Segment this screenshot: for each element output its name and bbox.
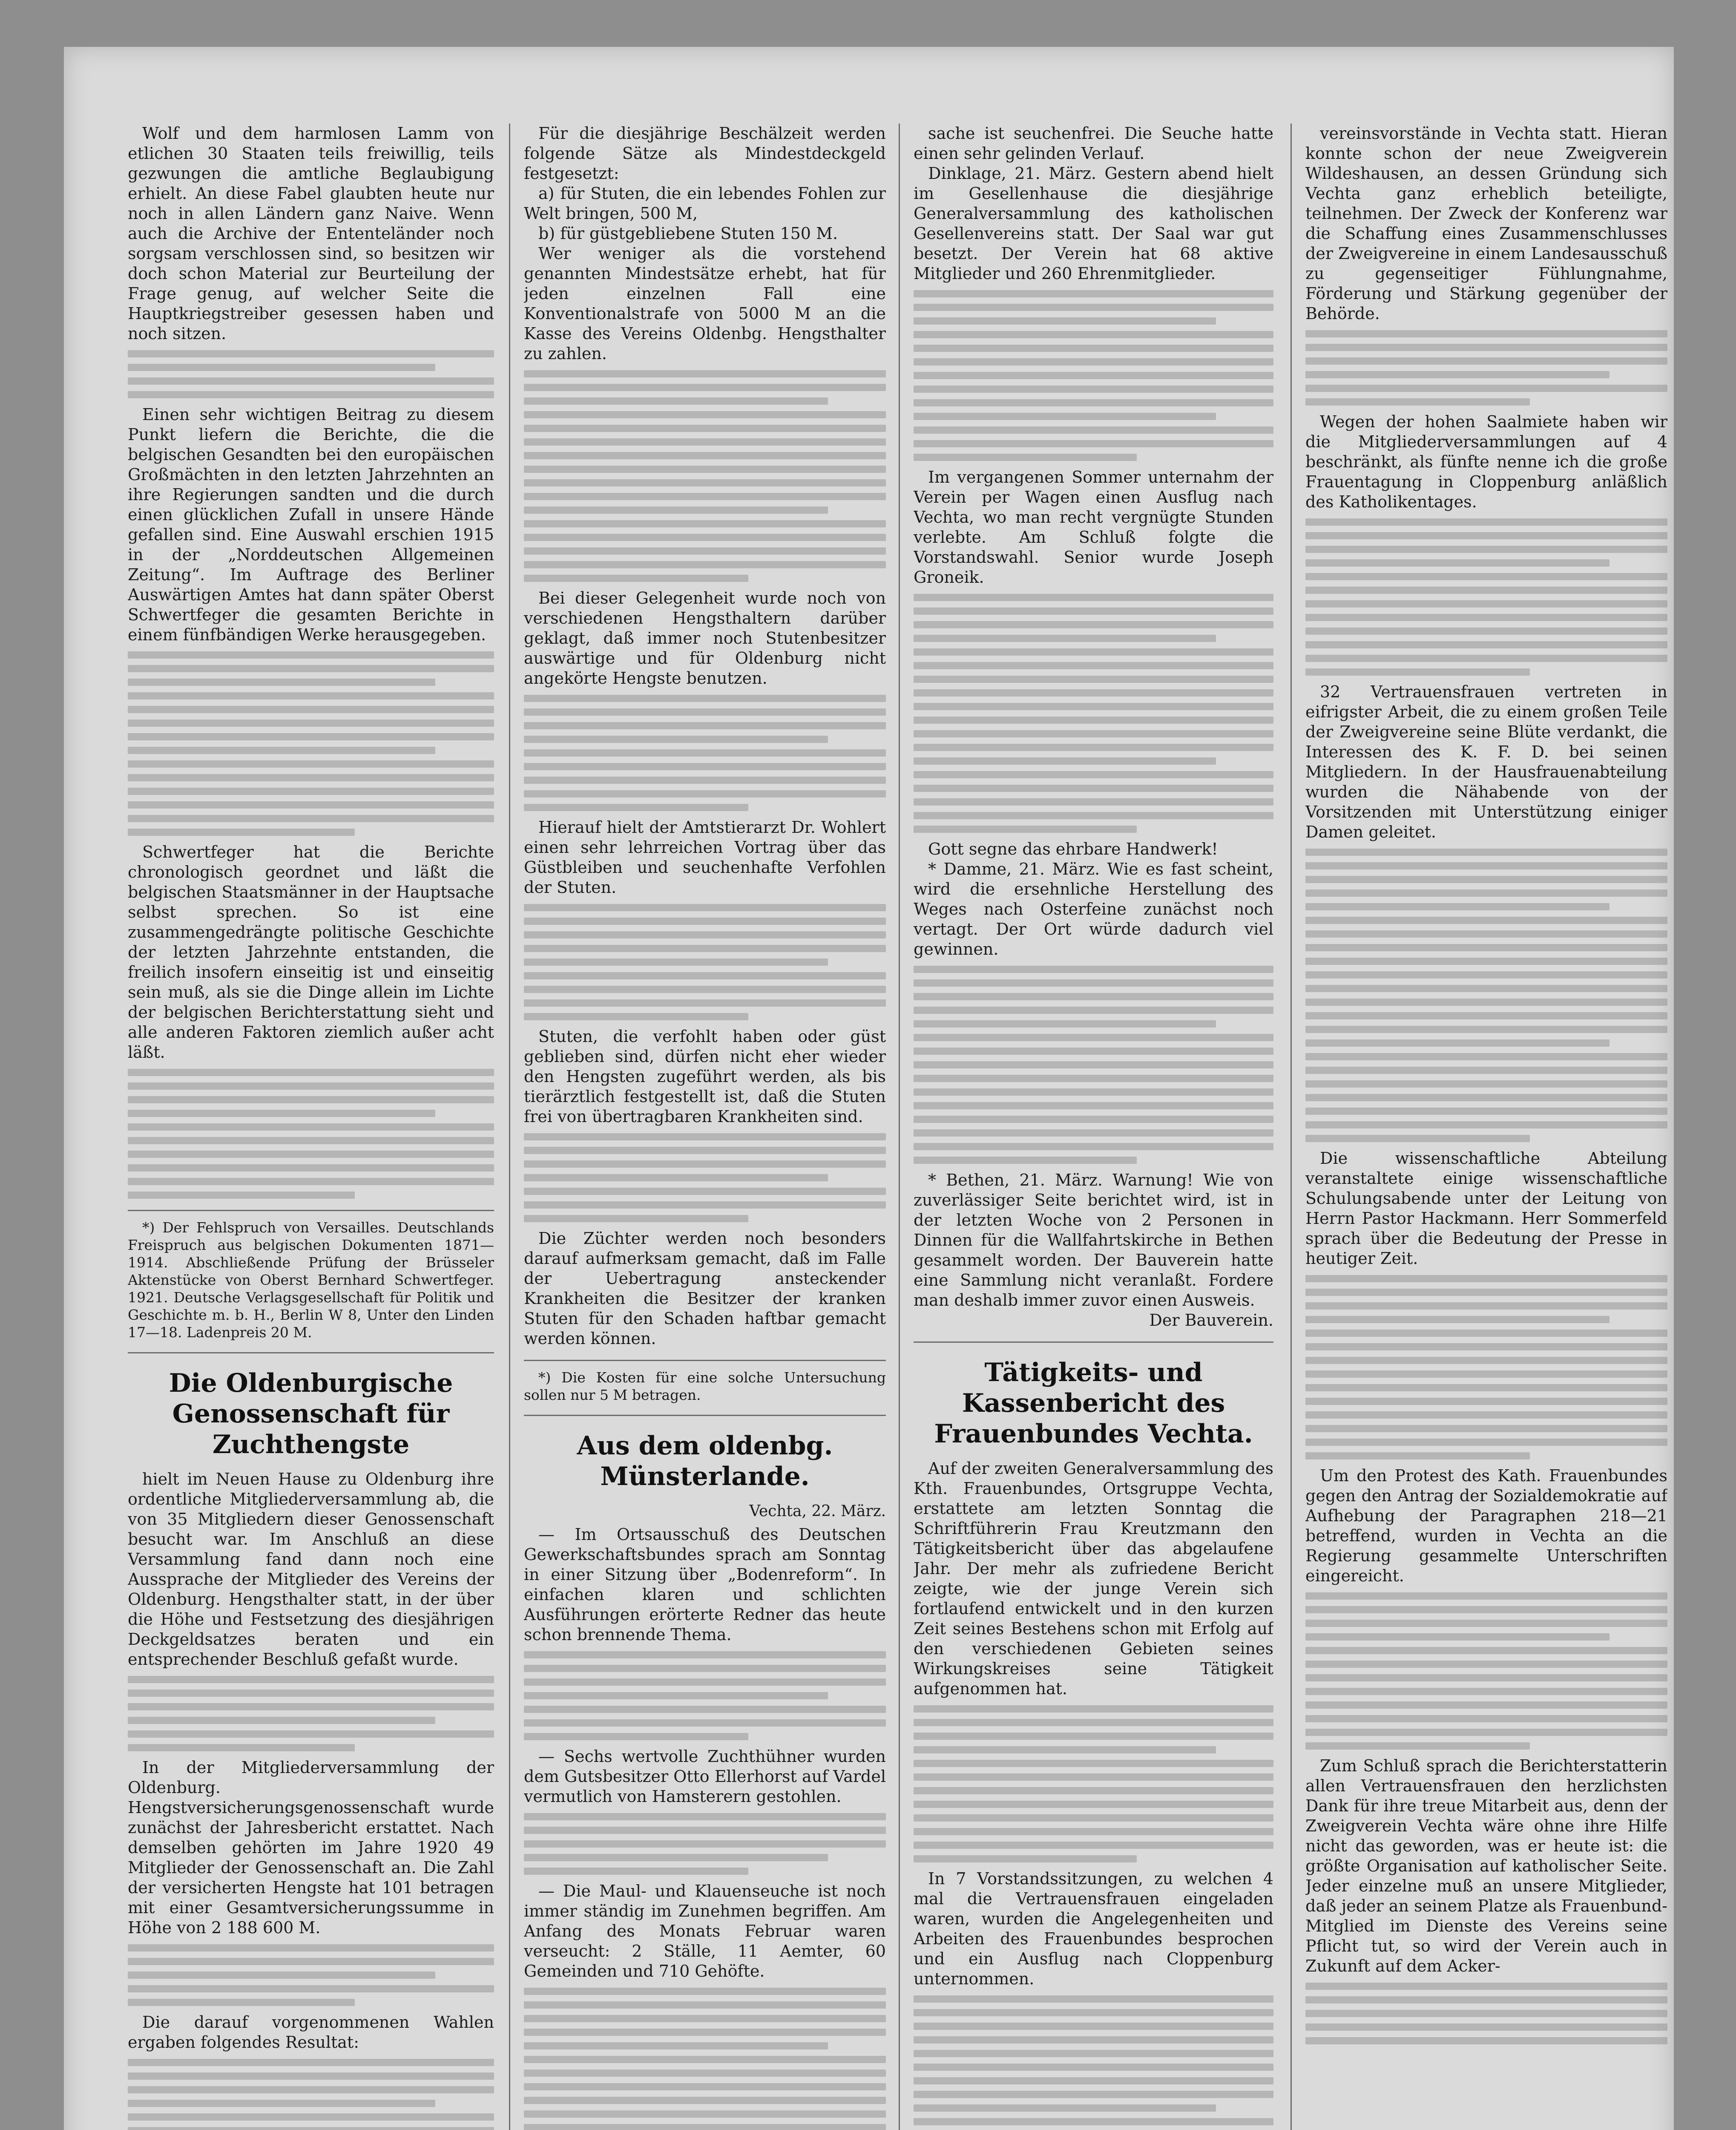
footnote: *) Die Kosten für eine solche Untersuchung sollen nur 5 M betragen. [524, 1369, 886, 1403]
illegible-text-block [524, 370, 886, 582]
article-paragraph: vereinsvorstände in Vechta statt. Hieran konnte schon der neue Zweigverein Wildeshausen, an dessen Gründung sich Vechta ganz erheblich beteiligte, teilnehmen. Der Zweck der Konferenz war die Schaffung eines Zusammenschlusses der Zweigvereine in einem Landesausschuß zu gegenseitiger Fühlungnahme, Förderung und Stärkung gegenüber der Behörde. [1305, 124, 1667, 323]
illegible-text-block [128, 1676, 494, 1751]
newspaper-page [64, 47, 1674, 2130]
article-paragraph: Für die diesjährige Beschälzeit werden folgende Sätze als Mindestdeckgeld festgesetzt: [524, 124, 886, 183]
article-heading: Aus dem oldenbg. Münsterlande. [577, 1431, 833, 1491]
article-paragraph: Um den Protest des Kath. Frauenbundes gegen den Antrag der Sozialdemokratie auf Aufhebung der Paragraphen 218—21 betreffend, wurden in Vechta an die Regierung gesammelte Unterschriften eingereicht. [1305, 1466, 1667, 1585]
column-rule [899, 124, 900, 2130]
footnote-rule [524, 1360, 886, 1361]
illegible-text-block [128, 350, 494, 398]
illegible-text-block [914, 1995, 1273, 2130]
footnote-rule [128, 1210, 494, 1211]
illegible-text-block [128, 1069, 494, 1199]
dateline: Vechta, 22. März. [749, 1503, 886, 1520]
article-paragraph: Stuten, die verfohlt haben oder güst geblieben sind, dürfen nicht eher wieder den Hengsten zugeführt werden, als bis tierärztlich festgestellt ist, daß die Stuten frei von übertragbaren Krankheiten sind. [524, 1027, 886, 1126]
illegible-text-block [1305, 518, 1667, 676]
article-paragraph: 32 Vertrauensfrauen vertreten in eifrigster Arbeit, die zu einem großen Teile der Zweigvereine seine Blüte verdankt, die Interessen des K. F. D. bei seinen Mitgliedern. In der Hausfrauenabteilung wurden die Nähabende von der Vorsitzenden mit Unterstützung einiger Damen geleitet. [1305, 682, 1667, 841]
illegible-text-block [524, 1651, 886, 1740]
article-paragraph: In der Mitgliederversammlung der Oldenburg. Hengstversicherungsgenossenschaft wurde zunächst der Jahresbericht erstattet. Nach demselben gehörten im Jahre 1920 49 Mitglieder der Genossenschaft an. Die Zahl der versicherten Hengste hat 101 betragen mit einer Gesamtversicherungssumme in Höhe von 2 188 600 M. [128, 1758, 494, 1937]
illegible-text-block [1305, 1983, 1667, 2044]
illegible-text-block [1305, 330, 1667, 406]
illegible-text-block [128, 2059, 494, 2130]
column-rule [509, 124, 510, 2130]
illegible-text-block [914, 966, 1273, 1164]
article-paragraph: Wegen der hohen Saalmiete haben wir die Mitgliederversammlungen auf 4 beschränkt, als fünfte nenne ich die große Frauentagung in Cloppenburg anläßlich des Katholikentages. [1305, 412, 1667, 511]
column-3 [914, 124, 1273, 2130]
article-heading: Die Oldenburgische Genossenschaft für Zuchthengste [169, 1368, 453, 1459]
article-paragraph: * Bethen, 21. März. Warnung! Wie von zuverlässiger Seite berichtet wird, ist in der letzten Woche von 2 Personen in Dinnen für die Wallfahrtskirche in Bethen gesammelt worden. Der Bauverein hatte eine Sammlung nicht veranlaßt. Fordere man deshalb immer zuvor einen Ausweis. [914, 1171, 1273, 1310]
signature: Der Bauverein. [1149, 1311, 1273, 1330]
article-paragraph: Schwertfeger hat die Berichte chronologisch geordnet und läßt die belgischen Staatsmänner in der Hauptsache selbst sprechen. So ist eine zusammengedrängte politische Geschichte der letzten Jahrzehnte entstanden, die freilich insofern einseitig ist und einseitig sein muß, als sie die Dinge allein im Lichte der belgischen Berichterstattung sieht und alle anderen Faktoren ziemlich außer acht läßt. [128, 843, 494, 1062]
article-paragraph: In 7 Vorstandssitzungen, zu welchen 4 mal die Vertrauensfrauen eingeladen waren, wurden die Angelegenheiten und Arbeiten des Frauenbundes besprochen und ein Ausflug nach Cloppenburg unternommen. [914, 1869, 1273, 1988]
article-paragraph: Auf der zweiten Generalversammlung des Kth. Frauenbundes, Ortsgruppe Vechta, erstattete am letzten Sonntag die Schriftführerin Frau Kreutzmann den Tätigkeitsbericht über das abgelaufene Jahr. Der mehr als zufriedene Bericht zeigte, wie der junge Verein sich fortlaufend entwickelt und in den kurzen Zeit seines Bestehens schon mit Erfolg auf den verschiedenen Gebieten seines Wirkungskreises seine Tätigkeit aufgenommen hat. [914, 1459, 1273, 1698]
column-1 [128, 124, 494, 2130]
article-paragraph: Einen sehr wichtigen Beitrag zu diesem Punkt liefern die Berichte, die die belgischen Gesandten bei den europäischen Großmächten in den letzten Jahrzehnten an ihre Regierungen sandten und die durch einen glücklichen Zufall in unsere Hände gefallen sind. Eine Auswahl erschien 1915 in der „Norddeutschen Allgemeinen Zeitung“. Im Auftrage des Berliner Auswärtigen Amtes hat dann später Oberst Schwertfeger die gesamten Berichte in einem fünfbändigen Werke herausgegeben. [128, 405, 494, 644]
illegible-text-block [914, 290, 1273, 461]
article-paragraph: Gott segne das ehrbare Handwerk! [928, 840, 1218, 858]
illegible-text-block [524, 904, 886, 1020]
illegible-text-block [524, 695, 886, 811]
column-2 [524, 124, 886, 2130]
article-separator [128, 1352, 494, 1353]
article-paragraph: a) für Stuten, die ein lebendes Fohlen zur Welt bringen, 500 M, [524, 184, 886, 223]
article-paragraph: — Sechs wertvolle Zuchthühner wurden dem Gutsbesitzer Otto Ellerhorst auf Vardel vermutlich von Hamsterern gestohlen. [524, 1747, 886, 1806]
article-paragraph: Bei dieser Gelegenheit wurde noch von verschiedenen Hengsthaltern darüber geklagt, daß immer noch Stutenbesitzer auswärtige und für Oldenburg nicht angekörte Hengste benutzen. [524, 589, 886, 688]
article-heading: Tätigkeits- und Kassenbericht des Frauenbundes Vechta. [934, 1358, 1253, 1449]
article-paragraph: Dinklage, 21. März. Gestern abend hielt im Gesellenhause die diesjährige Generalversammlung des katholischen Gesellenvereins statt. Der Saal war gut besetzt. Der Verein hat 68 aktive Mitglieder und 260 Ehrenmitglieder. [914, 164, 1273, 283]
article-paragraph: * Damme, 21. März. Wie es fast scheint, wird die ersehnliche Herstellung des Weges nach Osterfeine zunächst noch vertagt. Der Ort würde dadurch viel gewinnen. [914, 860, 1273, 958]
article-paragraph: Wer weniger als die vorstehend genannten Mindestsätze erhebt, hat für jeden einzelnen Fall eine Konventionalstrafe von 5000 M an die Kasse des Vereins Oldenbg. Hengsthalter zu zahlen. [524, 244, 886, 363]
article-separator [914, 1341, 1273, 1343]
illegible-text-block [128, 1944, 494, 2006]
article-paragraph: Zum Schluß sprach die Berichterstatterin allen Vertrauensfrauen den herzlichsten Dank für ihre treue Mitarbeit aus, denn der Zweigverein Vechta wäre ohne ihre Hilfe nicht das geworden, was er heute ist: die größte Organisation auf katholischer Seite. Jeder einzelne muß an unsere Mitglieder, daß jeder an seinem Platze als Frauenbund-Mitglied im Dienste des Vereins seine Pflicht tut, so wird der Verein auch in Zukunft auf dem Acker- [1305, 1756, 1667, 1975]
article-paragraph: — Die Maul- und Klauenseuche ist noch immer ständig im Zunehmen begriffen. Am Anfang des Monats Februar waren verseucht: 2 Ställe, 11 Aemter, 60 Gemeinden und 710 Gehöfte. [524, 1882, 886, 1980]
illegible-text-block [524, 1813, 886, 1875]
article-paragraph: Hierauf hielt der Amtstierarzt Dr. Wohlert einen sehr lehrreichen Vortrag über das Güstbleiben und seuchenhafte Verfohlen der Stuten. [524, 818, 886, 897]
column-rule [1291, 124, 1292, 2130]
illegible-text-block [524, 1988, 886, 2130]
illegible-text-block [1305, 849, 1667, 1142]
article-paragraph: — Im Ortsausschuß des Deutschen Gewerkschaftsbundes sprach am Sonntag in einer Sitzung über „Bodenreform“. In einfachen klaren und schlichten Ausführungen erörterte Redner das heute schon brennende Thema. [524, 1525, 886, 1644]
article-paragraph: Wolf und dem harmlosen Lamm von etlichen 30 Staaten teils freiwillig, teils gezwungen die amtliche Beglaubigung erhielt. An diese Fabel glaubten heute nur noch in allen Ländern ganz Naive. Wenn auch die Archive der Ententeländer noch sorgsam verschlossen sind, so besitzen wir doch schon Material zur Beurteilung der Frage genug, auf welcher Seite die Hauptkriegstreiber gesessen haben und noch sitzen. [128, 124, 494, 343]
illegible-text-block [1305, 1275, 1667, 1459]
article-separator [524, 1415, 886, 1416]
footnote: *) Der Fehlspruch von Versailles. Deutschlands Freispruch aus belgischen Dokumenten 1871—1914. Abschließende Prüfung der Brüsseler Aktenstücke von Oberst Bernhard Schwertfeger. 1921. Deutsche Verlagsgesellschaft für Politik und Geschichte m. b. H., Berlin W 8, Unter den Linden 17—18. Ladenpreis 20 M. [128, 1219, 494, 1341]
article-paragraph: Die Züchter werden noch besonders darauf aufmerksam gemacht, daß im Falle der Uebertragung ansteckender Krankheiten die Besitzer der kranken Stuten für den Schaden haftbar gemacht werden können. [524, 1229, 886, 1348]
article-paragraph: sache ist seuchenfrei. Die Seuche hatte einen sehr gelinden Verlauf. [914, 124, 1273, 163]
illegible-text-block [128, 651, 494, 836]
article-paragraph: hielt im Neuen Hause zu Oldenburg ihre ordentliche Mitgliederversammlung ab, die von 35 Mitgliedern dieser Genossenschaft besucht war. Im Anschluß an diese Versammlung fand dann noch eine Aussprache der Mitglieder des Vereins der Oldenburg. Hengsthalter statt, in der über die Höhe und Festsetzung des diesjährigen Deckgeldsatzes beraten und ein entsprechender Beschluß gefaßt wurde. [128, 1470, 494, 1669]
article-paragraph: b) für güstgebliebene Stuten 150 M. [538, 224, 838, 243]
illegible-text-block [914, 594, 1273, 833]
illegible-text-block [914, 1705, 1273, 1862]
illegible-text-block [1305, 1592, 1667, 1750]
column-4 [1305, 124, 1667, 2130]
illegible-text-block [524, 1133, 886, 1222]
article-paragraph: Im vergangenen Sommer unternahm der Verein per Wagen einen Ausflug nach Vechta, wo man recht vergnügte Stunden verlebte. Am Schluß folgte die Vorstandswahl. Senior wurde Joseph Groneik. [914, 468, 1273, 587]
article-paragraph: Die wissenschaftliche Abteilung veranstaltete einige wissenschaftliche Schulungsabende unter der Leitung von Herrn Pastor Hackmann. Herr Sommerfeld sprach über die Bedeutung der Presse in heutiger Zeit. [1305, 1149, 1667, 1268]
article-paragraph: Die darauf vorgenommenen Wahlen ergaben folgendes Resultat: [128, 2013, 494, 2052]
